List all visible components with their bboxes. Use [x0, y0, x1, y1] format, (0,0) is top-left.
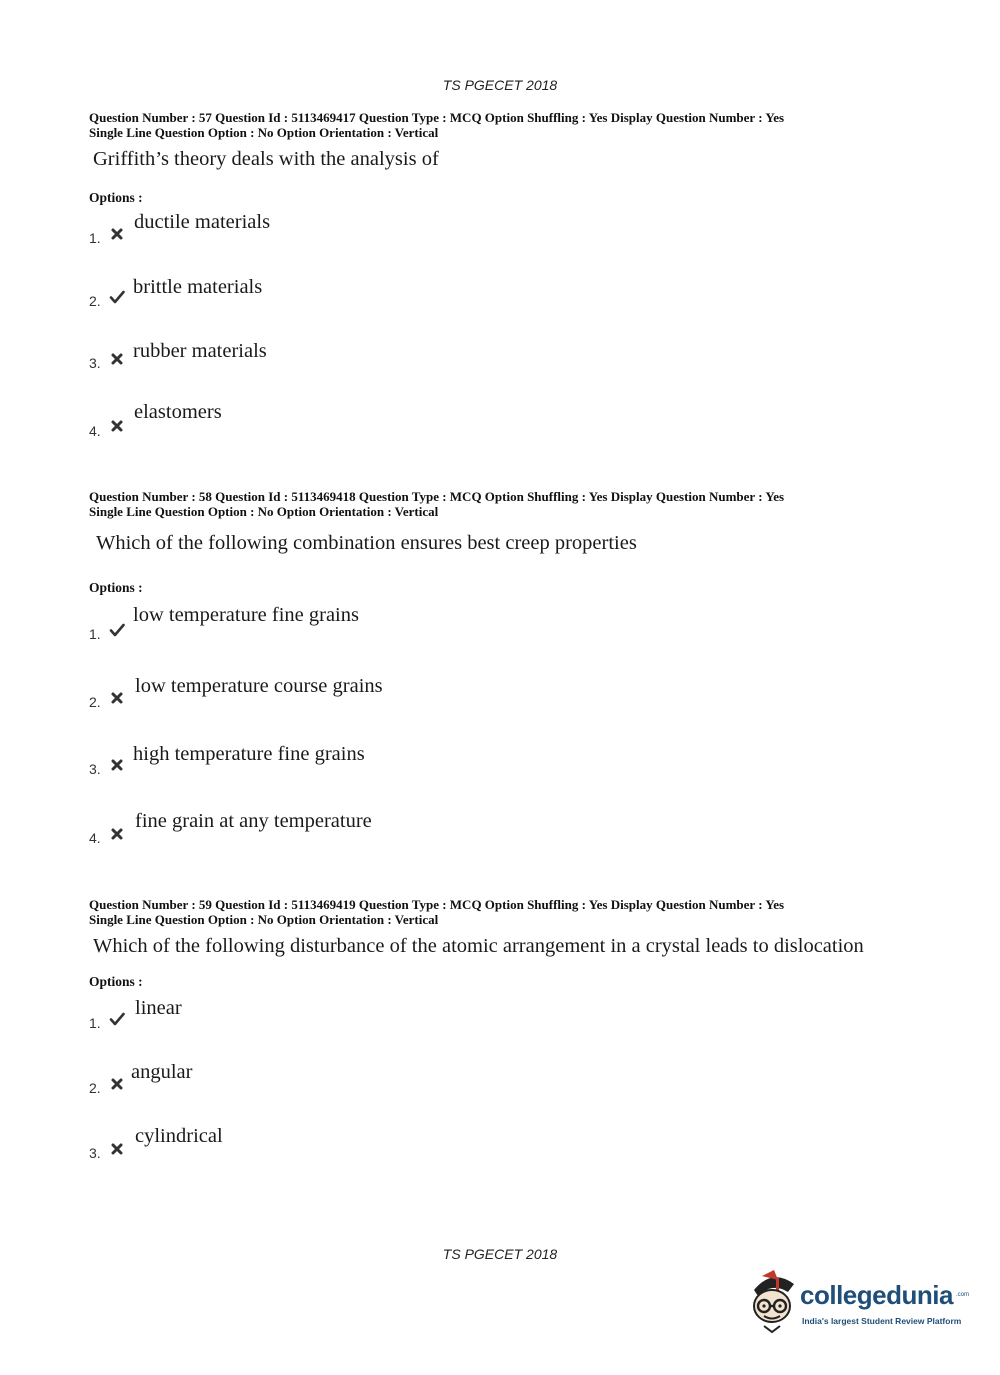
option-text: linear [135, 997, 182, 1019]
option-text: brittle materials [133, 276, 263, 298]
option-text: high temperature fine grains [133, 743, 365, 765]
option-number: 4. [89, 423, 101, 439]
check-icon [109, 622, 125, 638]
question-meta [89, 110, 949, 140]
logo-suffix: .com [956, 1292, 970, 1298]
page-header: TS PGECET 2018 [442, 77, 558, 93]
question-meta-line2: Single Line Question Option : No Option Orientation : Vertical [89, 125, 439, 140]
option-text: rubber materials [133, 340, 267, 362]
mascot-icon [742, 1270, 802, 1336]
option-text: angular [131, 1061, 193, 1083]
option-text: ductile materials [134, 211, 271, 233]
option-number: 3. [89, 761, 101, 777]
cross-icon [109, 690, 125, 706]
page-footer: TS PGECET 2018 [442, 1246, 558, 1262]
option-text: cylindrical [135, 1125, 223, 1147]
options-label: Options : [89, 190, 143, 205]
cross-icon [109, 1076, 125, 1092]
option-text: fine grain at any temperature [135, 810, 372, 832]
option-number: 1. [89, 230, 101, 246]
question-text: Which of the following combination ensures best creep properties [96, 532, 637, 554]
collegedunia-logo [742, 1268, 972, 1338]
cross-icon [109, 418, 125, 434]
option-number: 3. [89, 355, 101, 371]
option-number: 1. [89, 626, 101, 642]
cross-icon [109, 757, 125, 773]
option-number: 3. [89, 1145, 101, 1161]
question-meta [89, 489, 949, 519]
cross-icon [109, 226, 125, 242]
cross-icon [109, 1141, 125, 1157]
question-text: Griffith’s theory deals with the analysis of [93, 148, 439, 170]
options-label: Options : [89, 974, 143, 989]
check-icon [109, 1011, 125, 1027]
check-icon [109, 289, 125, 305]
question-meta-line2: Single Line Question Option : No Option Orientation : Vertical [89, 912, 439, 927]
option-text: elastomers [134, 401, 222, 423]
question-meta-line1: Question Number : 57 Question Id : 5113469417 Question Type : MCQ Option Shuffling : Yes Display Question Number : Yes [89, 110, 785, 125]
question-meta-line1: Question Number : 59 Question Id : 5113469419 Question Type : MCQ Option Shuffling : Yes Display Question Number : Yes [89, 897, 785, 912]
question-meta-line1: Question Number : 58 Question Id : 5113469418 Question Type : MCQ Option Shuffling : Yes Display Question Number : Yes [89, 489, 785, 504]
logo-tagline: India's largest Student Review Platform [802, 1316, 962, 1326]
logo-wordmark: collegedunia [800, 1280, 953, 1310]
option-text: low temperature course grains [135, 675, 383, 697]
option-number: 1. [89, 1015, 101, 1031]
question-text: Which of the following disturbance of the atomic arrangement in a crystal leads to dislocation [93, 935, 864, 957]
options-label: Options : [89, 580, 143, 595]
question-meta-line2: Single Line Question Option : No Option Orientation : Vertical [89, 504, 439, 519]
option-number: 2. [89, 694, 101, 710]
option-number: 2. [89, 1080, 101, 1096]
option-text: low temperature fine grains [133, 604, 359, 626]
option-number: 4. [89, 830, 101, 846]
option-number: 2. [89, 293, 101, 309]
cross-icon [109, 351, 125, 367]
cross-icon [109, 826, 125, 842]
question-meta [89, 897, 949, 927]
